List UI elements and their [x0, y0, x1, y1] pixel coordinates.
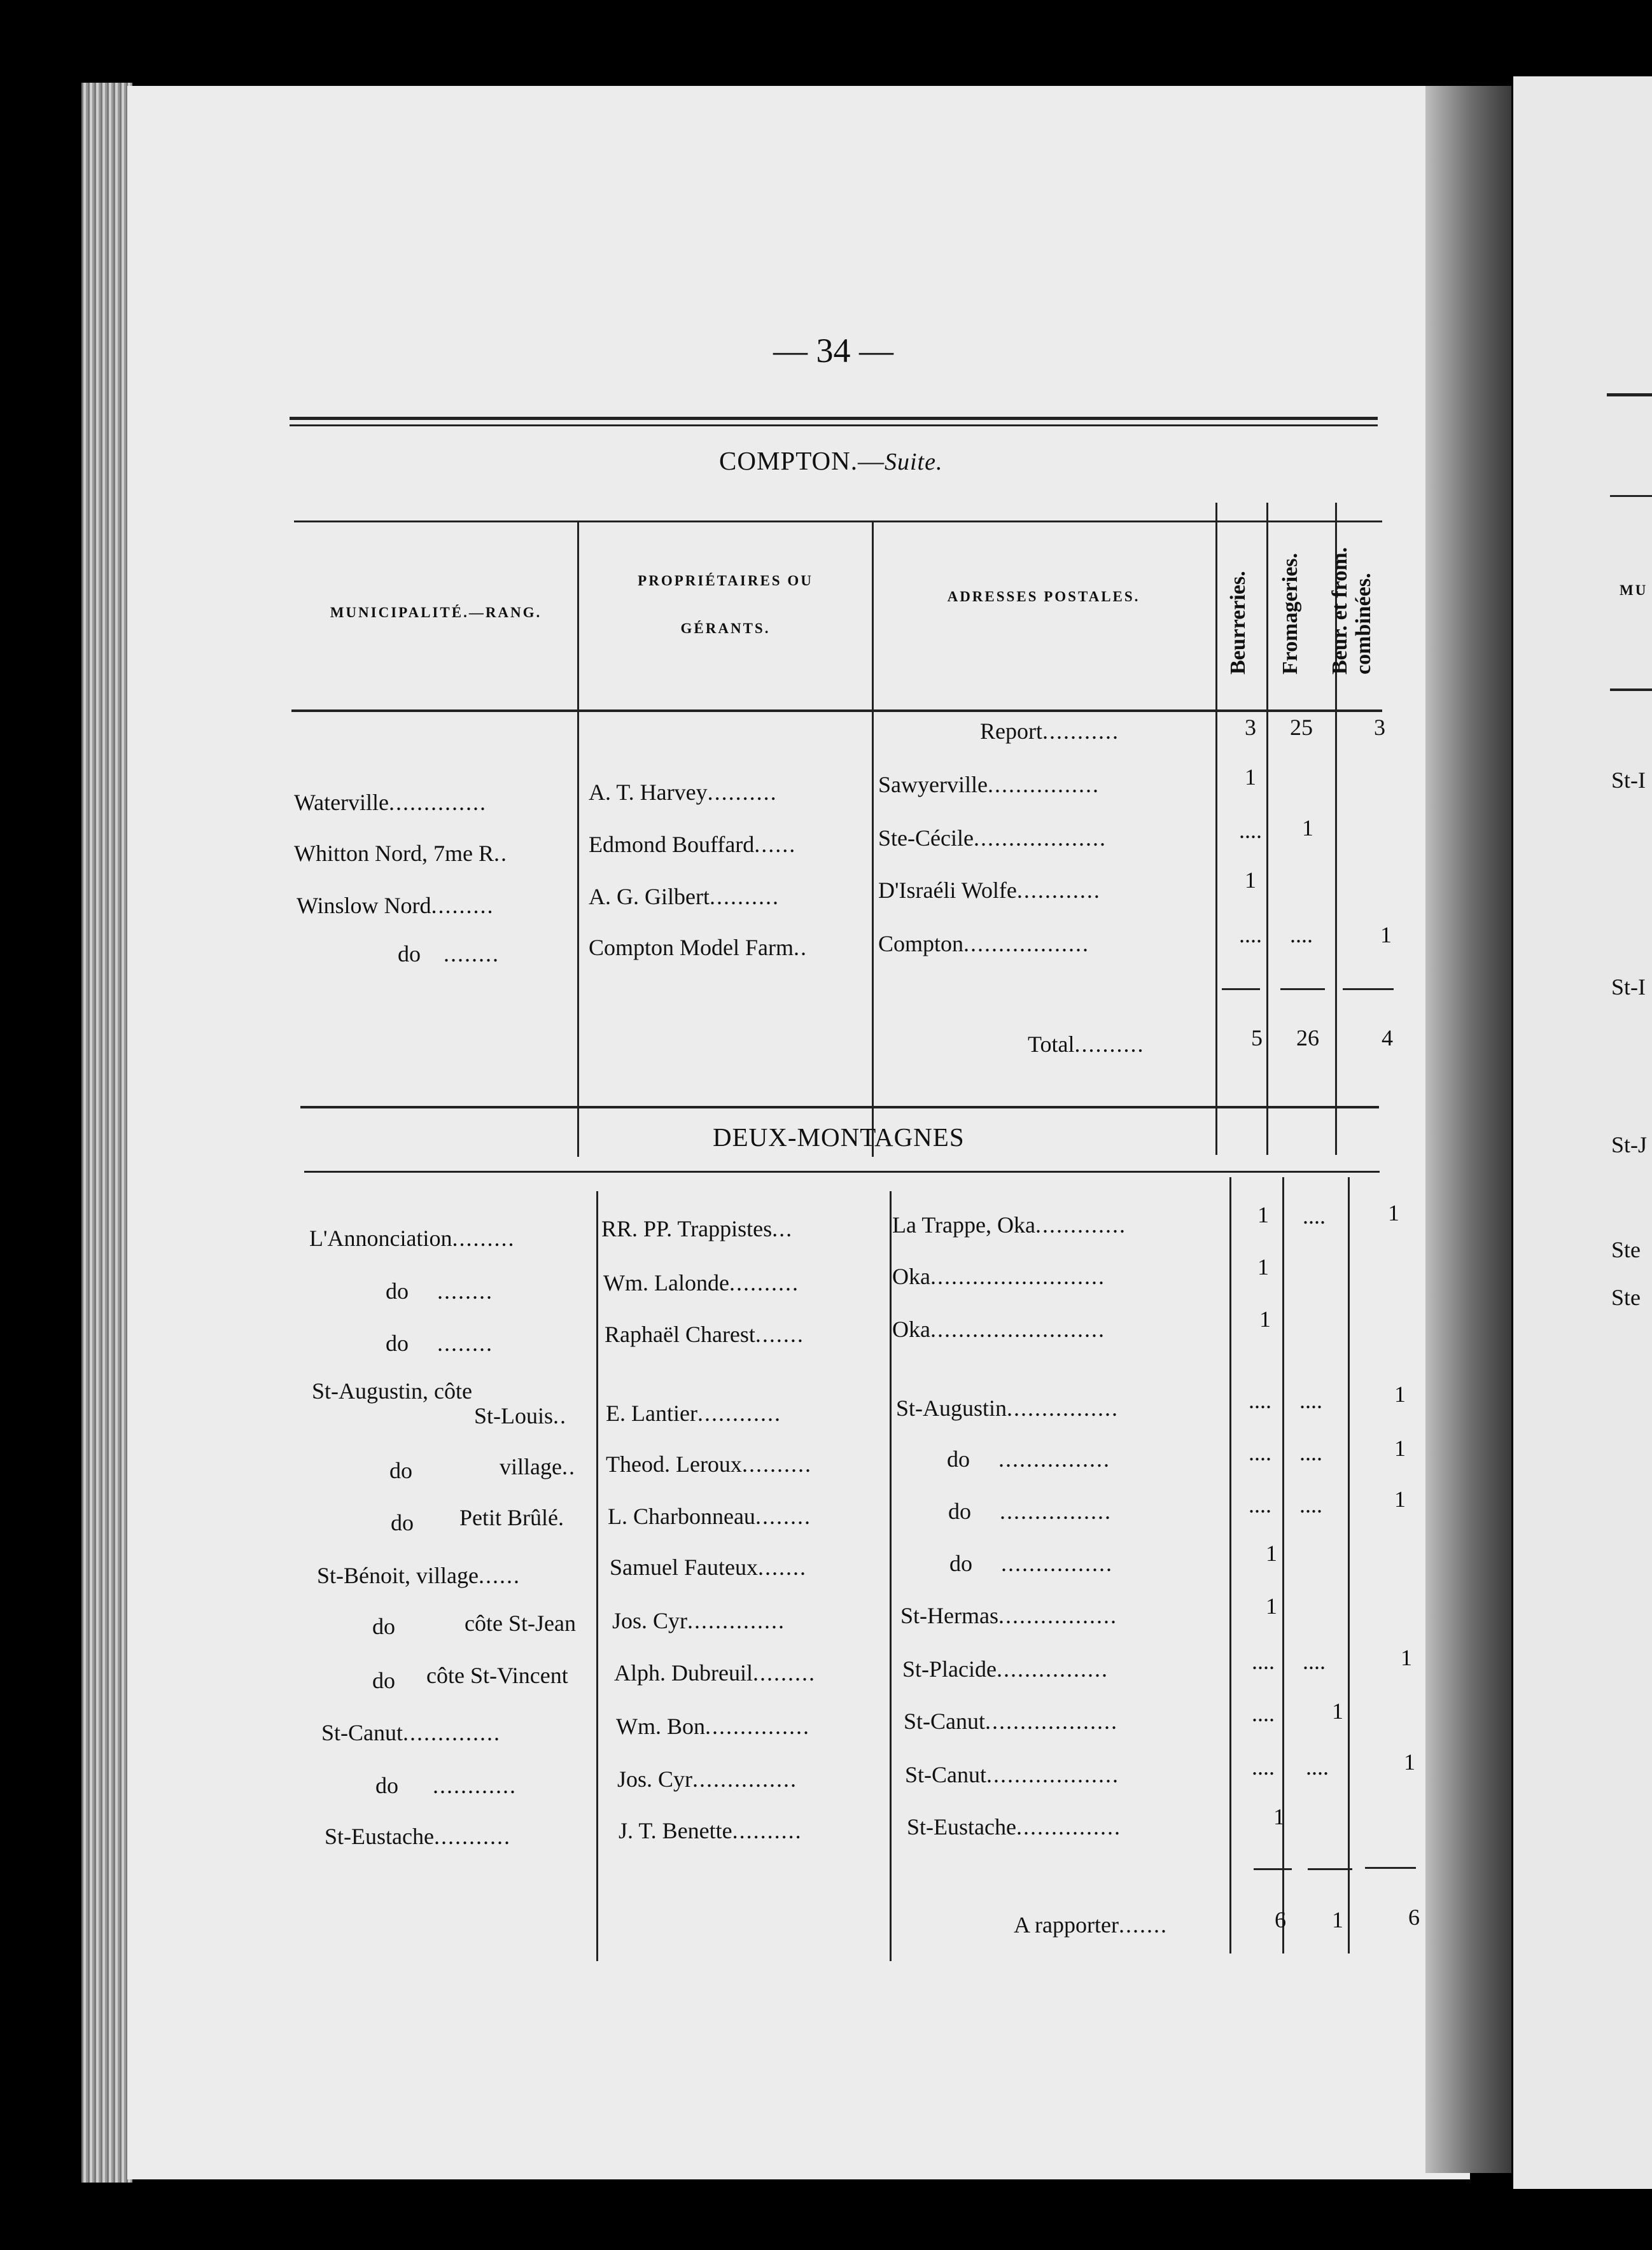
leader-dots: .............. — [389, 790, 487, 815]
municipality-cell-line2 — [500, 1453, 576, 1480]
report-combinees: 3 — [1374, 715, 1385, 740]
owner-cell — [589, 831, 796, 858]
leader-dots: ................ — [996, 1656, 1109, 1682]
report-text: Report — [980, 718, 1042, 744]
leader-dots: ................ — [998, 1446, 1110, 1472]
municipality-text: Whitton Nord, 7me R — [294, 841, 494, 866]
sum-rule — [1343, 988, 1394, 990]
combinees-value: 1 — [1404, 1749, 1415, 1775]
leader-dots: .......... — [729, 1270, 799, 1296]
owner-cell — [606, 1400, 781, 1427]
owner-cell — [606, 1451, 812, 1478]
municipality-text: St-Bénoit, village — [317, 1563, 479, 1588]
leader-dots: ....... — [757, 1555, 807, 1580]
a-rapporter-text: A rapporter — [1014, 1912, 1119, 1938]
facing-page-row: Ste — [1611, 1285, 1641, 1310]
address-text: Ste-Cécile — [878, 825, 974, 851]
header-bottom-rule — [291, 709, 1382, 712]
municipality-text: L'Annonciation — [309, 1226, 452, 1251]
owner-text: A. G. Gilbert — [589, 884, 710, 909]
fromageries-value: .... — [1299, 1440, 1322, 1465]
owner-cell — [610, 1554, 807, 1581]
municipality-text: do — [391, 1510, 414, 1535]
address-cell — [947, 1446, 1110, 1472]
owner-text: Jos. Cyr — [617, 1766, 693, 1792]
municipality-cell — [386, 1330, 493, 1357]
owner-text: Raphaël Charest — [605, 1322, 755, 1347]
fromageries-value: 1 — [1332, 1698, 1343, 1724]
header-top-rule — [294, 521, 1382, 522]
combinees-value: 1 — [1380, 922, 1392, 947]
col-divider-2 — [872, 521, 874, 1157]
beurreries-value: .... — [1249, 1388, 1271, 1413]
col-divider-1 — [577, 521, 579, 1157]
address-text: St-Hermas — [900, 1603, 998, 1628]
address-cell — [905, 1761, 1119, 1788]
owner-text: Samuel Fauteux — [610, 1555, 758, 1580]
section-separator — [300, 1106, 1379, 1108]
header-combinees-line1: Beur. et from. — [1328, 547, 1352, 674]
combinees-value: 1 — [1394, 1381, 1406, 1407]
facing-page-row: St-I — [1611, 974, 1646, 1000]
section-title-suffix: Suite. — [885, 449, 943, 475]
beurreries-value: 1 — [1273, 1804, 1285, 1829]
municipality-text: village — [500, 1454, 562, 1479]
section-title-text: COMPTON.— — [719, 446, 885, 475]
total-dots: .......... — [1074, 1031, 1145, 1057]
col-divider-5 — [1348, 1177, 1350, 1953]
address-text: St-Augustin — [896, 1395, 1007, 1421]
municipality-text: do — [386, 1331, 409, 1356]
beurreries-value: 1 — [1257, 1202, 1269, 1227]
address-text: D'Israéli Wolfe — [878, 877, 1017, 903]
municipality-text: St-Eustache — [325, 1824, 434, 1849]
col-divider-1 — [596, 1191, 598, 1961]
municipality-text: do — [386, 1278, 409, 1304]
owner-text: Wm. Bon — [616, 1714, 705, 1739]
sum-rule — [1280, 988, 1325, 990]
municipality-cell — [375, 1772, 517, 1799]
address-text: do — [947, 1446, 970, 1472]
section-title-deux-montagnes: DEUX-MONTAGNES — [713, 1122, 965, 1152]
leader-dots: ................ — [1000, 1499, 1112, 1524]
owner-text: J. T. Benette — [619, 1818, 732, 1843]
header-adresses: ADRESSES POSTALES. — [947, 589, 1140, 604]
report-label — [980, 718, 1119, 744]
address-cell — [900, 1602, 1117, 1629]
municipality-cell-line2: côte St-Jean — [465, 1611, 576, 1636]
leader-dots: ................ — [987, 772, 1100, 797]
a-rapporter-dots: ....... — [1118, 1912, 1168, 1938]
leader-dots: ...... — [754, 832, 797, 857]
col-divider-3 — [1229, 1177, 1231, 1953]
address-cell — [878, 877, 1101, 904]
a-rapporter-beurreries: 6 — [1275, 1907, 1286, 1932]
owner-text: L. Charbonneau — [608, 1504, 755, 1529]
beurreries-value: 1 — [1257, 1254, 1269, 1280]
top-rule — [290, 417, 1378, 420]
section-title-compton — [719, 445, 942, 476]
municipality-text: do — [372, 1668, 395, 1693]
leader-dots: .. — [561, 1454, 576, 1479]
municipality-text: St-Canut — [321, 1720, 403, 1745]
beurreries-value: 1 — [1245, 764, 1256, 790]
leader-dots: ............... — [705, 1714, 810, 1739]
address-cell — [948, 1498, 1112, 1525]
leader-dots: ............ — [697, 1401, 781, 1426]
municipality-text: St-Louis — [474, 1403, 554, 1429]
combinees-value: 1 — [1394, 1436, 1406, 1461]
leader-dots: ......... — [752, 1660, 816, 1686]
header-proprietaires-line2: GÉRANTS. — [680, 620, 771, 636]
owner-text: A. T. Harvey — [589, 779, 708, 805]
total-fromageries: 26 — [1296, 1025, 1319, 1051]
facing-page-rule — [1610, 495, 1652, 497]
leader-dots: ....... — [755, 1322, 804, 1347]
beurreries-value: .... — [1252, 1754, 1275, 1780]
municipality-cell — [297, 892, 494, 919]
owner-text: RR. PP. Trappistes — [601, 1216, 773, 1241]
address-text: Oka — [892, 1317, 930, 1342]
address-text: do — [949, 1551, 972, 1576]
report-dots: ........... — [1042, 718, 1119, 744]
leader-dots: ... — [772, 1216, 794, 1241]
page-number: — 34 — — [773, 332, 893, 370]
address-text: La Trappe, Oka — [892, 1212, 1035, 1238]
owner-cell — [614, 1660, 816, 1686]
leader-dots: ................... — [985, 1708, 1119, 1734]
address-cell — [896, 1395, 1119, 1422]
leader-dots: ......... — [452, 1226, 515, 1251]
report-fromageries: 25 — [1290, 715, 1313, 740]
a-rapporter-combinees: 6 — [1408, 1904, 1420, 1930]
beurreries-value: 1 — [1266, 1541, 1277, 1566]
beurreries-value: .... — [1252, 1649, 1275, 1674]
beurreries-value: 1 — [1259, 1306, 1271, 1332]
owner-cell — [608, 1503, 811, 1530]
fromageries-value: .... — [1299, 1492, 1322, 1518]
leader-dots: .. — [794, 935, 808, 960]
combinees-value: 1 — [1401, 1645, 1412, 1670]
municipality-cell-line2: côte St-Vincent — [426, 1663, 568, 1688]
facing-page-row: St-J — [1611, 1132, 1648, 1157]
address-text: St-Placide — [902, 1656, 997, 1682]
header-fromageries: Fromageries. — [1278, 552, 1302, 674]
address-cell — [878, 825, 1107, 851]
leader-dots: ........ — [755, 1504, 811, 1529]
page-gutter-shadow — [1425, 86, 1511, 2173]
leader-dots: ............ — [1016, 877, 1101, 903]
beurreries-value: 1 — [1245, 867, 1256, 893]
total-text: Total — [1028, 1031, 1075, 1057]
leader-dots: ...... — [478, 1563, 521, 1588]
report-beurreries: 3 — [1245, 715, 1256, 740]
leader-dots: .............. — [403, 1720, 501, 1745]
fromageries-value: .... — [1290, 922, 1313, 947]
leader-dots: ................... — [986, 1762, 1120, 1787]
municipality-text: do — [375, 1773, 398, 1798]
leader-dots: ........ — [444, 941, 500, 967]
beurreries-value: .... — [1239, 818, 1262, 843]
leader-dots: .. — [493, 841, 508, 866]
facing-page-rule — [1607, 393, 1652, 396]
owner-cell — [589, 779, 778, 806]
beurreries-value: .... — [1239, 922, 1262, 947]
leader-dots: .......... — [732, 1818, 802, 1843]
address-text: St-Eustache — [907, 1814, 1016, 1840]
municipality-text: do — [389, 1458, 412, 1483]
address-cell — [878, 930, 1089, 957]
address-text: do — [948, 1499, 971, 1524]
fromageries-value: .... — [1299, 1388, 1322, 1413]
owner-cell — [603, 1269, 799, 1296]
header-beurreries: Beurreries. — [1226, 571, 1250, 674]
municipality-cell — [398, 940, 500, 967]
owner-text: Edmond Bouffard — [589, 832, 755, 857]
total-label — [1028, 1031, 1144, 1058]
leader-dots: ......... — [431, 893, 494, 918]
leader-dots: ............ — [433, 1773, 517, 1798]
facing-page-row: St-I — [1611, 767, 1646, 793]
beurreries-value: .... — [1252, 1701, 1275, 1726]
owner-cell — [601, 1215, 793, 1242]
header-combinees-line2: combinées. — [1352, 573, 1375, 674]
leader-dots: ............... — [692, 1766, 798, 1792]
owner-text: Wm. Lalonde — [603, 1270, 729, 1296]
address-cell — [904, 1708, 1118, 1735]
address-cell — [949, 1550, 1113, 1577]
leader-dots: .. — [553, 1403, 568, 1429]
owner-text: E. Lantier — [606, 1401, 697, 1426]
facing-page-row: Ste — [1611, 1237, 1641, 1262]
fromageries-value: .... — [1303, 1649, 1326, 1674]
leader-dots: ......................... — [930, 1264, 1105, 1289]
leader-dots: ................. — [998, 1603, 1117, 1628]
leader-dots: ............... — [1016, 1814, 1121, 1840]
sum-rule — [1365, 1867, 1416, 1869]
municipality-cell — [294, 789, 487, 816]
sum-rule — [1222, 988, 1260, 990]
owner-text: Compton Model Farm — [589, 935, 794, 960]
address-cell — [902, 1656, 1109, 1682]
beurreries-value: 1 — [1266, 1593, 1277, 1619]
municipality-cell — [386, 1278, 493, 1304]
owner-cell — [589, 934, 808, 961]
address-text: Compton — [878, 931, 964, 956]
address-text: Oka — [892, 1264, 930, 1289]
owner-text: Alph. Dubreuil — [614, 1660, 753, 1686]
leader-dots: ............. — [1035, 1212, 1126, 1238]
municipality-cell — [391, 1509, 414, 1536]
address-cell — [892, 1263, 1105, 1290]
header-municipalite: MUNICIPALITÉ.—RANG. — [330, 604, 542, 620]
municipality-text: do — [372, 1614, 395, 1639]
municipality-cell — [321, 1719, 501, 1746]
municipality-text: Winslow Nord — [297, 893, 431, 918]
fromageries-value: .... — [1306, 1754, 1329, 1780]
fromageries-value: 1 — [1302, 815, 1313, 841]
owner-cell — [619, 1817, 802, 1844]
leader-dots: ................ — [1007, 1395, 1119, 1421]
fromageries-value: .... — [1303, 1203, 1326, 1229]
col-divider-2 — [890, 1191, 892, 1961]
address-cell — [878, 771, 1100, 798]
address-text: St-Canut — [905, 1762, 987, 1787]
owner-cell — [605, 1321, 804, 1348]
beurreries-value: .... — [1249, 1440, 1271, 1465]
municipality-cell-line2 — [474, 1402, 567, 1429]
leader-dots: ................ — [1001, 1551, 1113, 1576]
total-beurreries: 5 — [1251, 1025, 1263, 1051]
leader-dots: . — [558, 1505, 565, 1530]
leader-dots: ........... — [433, 1824, 511, 1849]
col-divider-3 — [1215, 503, 1217, 1155]
municipality-cell — [294, 840, 508, 867]
municipality-cell — [389, 1457, 412, 1484]
municipality-cell — [309, 1225, 515, 1252]
municipality-cell — [317, 1562, 521, 1589]
sum-rule — [1308, 1868, 1352, 1870]
owner-text: Jos. Cyr — [612, 1608, 688, 1633]
leader-dots: .......... — [741, 1451, 812, 1477]
facing-page-header: MU — [1620, 582, 1648, 598]
combinees-value: 1 — [1394, 1486, 1406, 1512]
owner-cell — [617, 1766, 797, 1792]
municipality-cell — [325, 1823, 511, 1850]
municipality-text: Waterville — [294, 790, 389, 815]
a-rapporter-label — [1014, 1911, 1168, 1938]
sum-rule — [1254, 1868, 1292, 1870]
municipality-text: do — [398, 941, 421, 967]
address-cell — [892, 1316, 1105, 1343]
owner-cell — [589, 883, 780, 910]
address-text: Sawyerville — [878, 772, 988, 797]
leader-dots: ................... — [973, 825, 1107, 851]
address-cell — [907, 1813, 1121, 1840]
owner-cell — [616, 1713, 810, 1740]
leader-dots: ......................... — [930, 1317, 1105, 1342]
combinees-value: 1 — [1388, 1200, 1399, 1226]
address-cell — [892, 1212, 1126, 1238]
beurreries-value: .... — [1249, 1492, 1271, 1518]
municipality-cell: St-Augustin, côte — [312, 1378, 472, 1404]
leader-dots: ........ — [437, 1278, 493, 1304]
deux-montagnes-top-rule — [304, 1171, 1380, 1173]
header-proprietaires-line1: PROPRIÉTAIRES OU — [638, 573, 813, 589]
leader-dots: .................. — [963, 931, 1090, 956]
top-rule-thin — [290, 424, 1378, 426]
municipality-text: Petit Brûlé — [459, 1505, 558, 1530]
address-text: St-Canut — [904, 1708, 986, 1734]
total-combinees: 4 — [1382, 1025, 1393, 1051]
leader-dots: .......... — [707, 779, 778, 805]
book-page-edges — [81, 83, 132, 2183]
facing-page-rule — [1610, 688, 1652, 691]
municipality-cell — [372, 1613, 395, 1640]
owner-text: Theod. Leroux — [606, 1451, 742, 1477]
municipality-cell — [372, 1667, 395, 1694]
leader-dots: .......... — [709, 884, 780, 909]
owner-cell — [612, 1607, 785, 1634]
municipality-cell-line2 — [459, 1504, 565, 1531]
leader-dots: ........ — [437, 1331, 493, 1356]
leader-dots: .............. — [687, 1608, 786, 1633]
a-rapporter-fromageries: 1 — [1332, 1907, 1343, 1932]
